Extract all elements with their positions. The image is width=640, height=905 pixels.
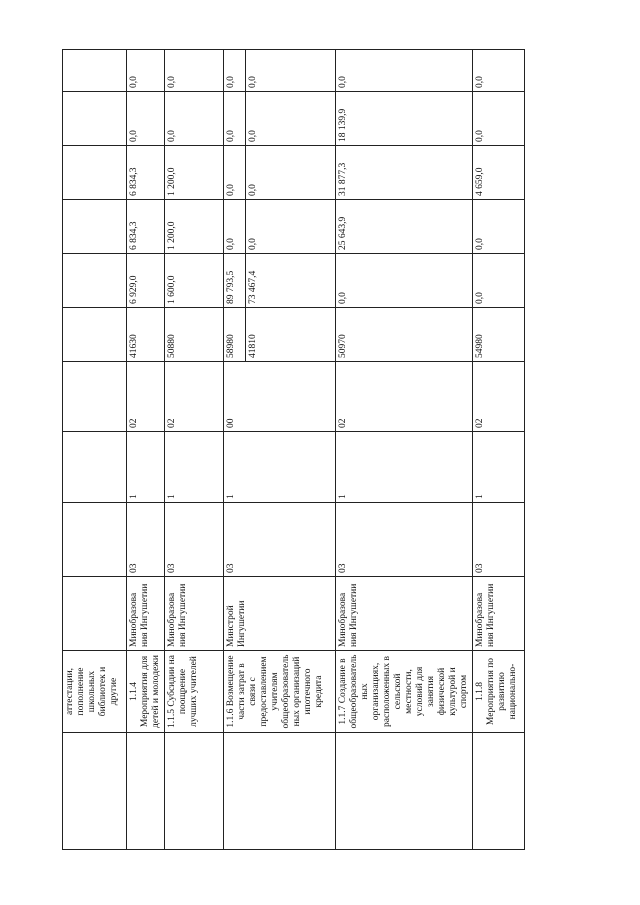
value-cell: 0,0 <box>246 200 336 254</box>
grbs-cell: 03 <box>336 503 473 577</box>
value-cell: 6 929,0 <box>127 254 165 308</box>
event-name: 1.1.4 Мероприятия для детей и молодежи <box>127 651 165 733</box>
value-cell: 0,0 <box>127 50 165 92</box>
value-cell: 0,0 <box>246 92 336 146</box>
csr-cell: 41810 <box>246 308 336 362</box>
value-cell: 31 877,3 <box>336 146 473 200</box>
value-cell: 73 467,4 <box>246 254 336 308</box>
value-cell: 25 643,9 <box>336 200 473 254</box>
value-cell <box>63 92 127 146</box>
row-group-cell <box>336 733 473 850</box>
value-cell <box>63 254 127 308</box>
value-cell: 0,0 <box>165 92 224 146</box>
rz-cell: 1 <box>127 432 165 503</box>
rz-cell: 1 <box>473 432 525 503</box>
value-cell: 4 659,0 <box>473 146 525 200</box>
value-cell <box>63 50 127 92</box>
row-group-cell <box>224 733 336 850</box>
table-row <box>473 50 525 850</box>
row-group-cell <box>165 733 224 850</box>
value-cell: 0,0 <box>224 92 246 146</box>
value-cell: 1 600,0 <box>165 254 224 308</box>
event-name: 1.1.5 Субсидии на поощрение лучших учителей <box>165 651 224 733</box>
row-group-cell <box>127 733 165 850</box>
value-cell: 0,0 <box>224 200 246 254</box>
event-name: 1.1.8 Мероприятия по развитию национально- <box>473 651 525 733</box>
value-cell: 0,0 <box>224 146 246 200</box>
rotated-page <box>62 50 522 850</box>
value-cell: 0,0 <box>224 50 246 92</box>
value-cell: 89 793,5 <box>224 254 246 308</box>
value-cell: 6 834,3 <box>127 200 165 254</box>
csr-cell <box>63 308 127 362</box>
csr-cell: 50880 <box>165 308 224 362</box>
pr-cell: 02 <box>127 362 165 432</box>
table-row <box>165 50 224 850</box>
value-cell: 0,0 <box>473 92 525 146</box>
value-cell: 0,0 <box>127 92 165 146</box>
org-cell <box>63 577 127 651</box>
pr-cell: 02 <box>165 362 224 432</box>
value-cell: 0,0 <box>473 254 525 308</box>
org-cell: Минобразова ния Ингушетии <box>165 577 224 651</box>
grbs-cell: 03 <box>473 503 525 577</box>
org-cell: Минобразова ния Ингушетии <box>127 577 165 651</box>
value-cell: 0,0 <box>246 146 336 200</box>
org-cell: Минстрой Ингушетии <box>224 577 336 651</box>
value-cell: 6 834,3 <box>127 146 165 200</box>
row-group-cell <box>63 733 127 850</box>
value-cell: 0,0 <box>336 254 473 308</box>
value-cell <box>63 146 127 200</box>
pr-cell <box>63 362 127 432</box>
org-cell: Минобразова ния Ингушетии <box>336 577 473 651</box>
event-name: аттестации, пополнение школьных библиотек и другие <box>63 651 127 733</box>
event-name: 1.1.7 Создание в общеобразователь ных организациях, расположенных в сельской местности, условий для занятия физической культурой и спортом <box>336 651 473 733</box>
rz-cell: 1 <box>165 432 224 503</box>
pr-cell: 00 <box>224 362 336 432</box>
value-cell: 0,0 <box>246 50 336 92</box>
org-cell: Минобразова ния Ингушетии <box>473 577 525 651</box>
value-cell: 1 200,0 <box>165 200 224 254</box>
rz-cell <box>63 432 127 503</box>
pr-cell: 02 <box>336 362 473 432</box>
value-cell: 18 139,9 <box>336 92 473 146</box>
csr-cell: 54980 <box>473 308 525 362</box>
budget-table <box>62 49 525 850</box>
table-row <box>336 50 473 850</box>
value-cell: 0,0 <box>336 50 473 92</box>
grbs-cell <box>63 503 127 577</box>
table-row <box>224 50 246 850</box>
grbs-cell: 03 <box>165 503 224 577</box>
grbs-cell: 03 <box>224 503 336 577</box>
pr-cell: 02 <box>473 362 525 432</box>
csr-cell: 41630 <box>127 308 165 362</box>
table-row <box>63 50 127 850</box>
value-cell: 1 200,0 <box>165 146 224 200</box>
value-cell: 0,0 <box>165 50 224 92</box>
value-cell: 0,0 <box>473 50 525 92</box>
value-cell: 0,0 <box>473 200 525 254</box>
value-cell <box>63 200 127 254</box>
rz-cell: 1 <box>224 432 336 503</box>
grbs-cell: 03 <box>127 503 165 577</box>
csr-cell: 58980 <box>224 308 246 362</box>
event-name: 1.1.6 Возмещение части затрат в связи с предоставлением учителям общеобразователь ных организаций ипотечного кредита <box>224 651 336 733</box>
row-group-cell <box>473 733 525 850</box>
csr-cell: 50970 <box>336 308 473 362</box>
rz-cell: 1 <box>336 432 473 503</box>
table-row <box>127 50 165 850</box>
